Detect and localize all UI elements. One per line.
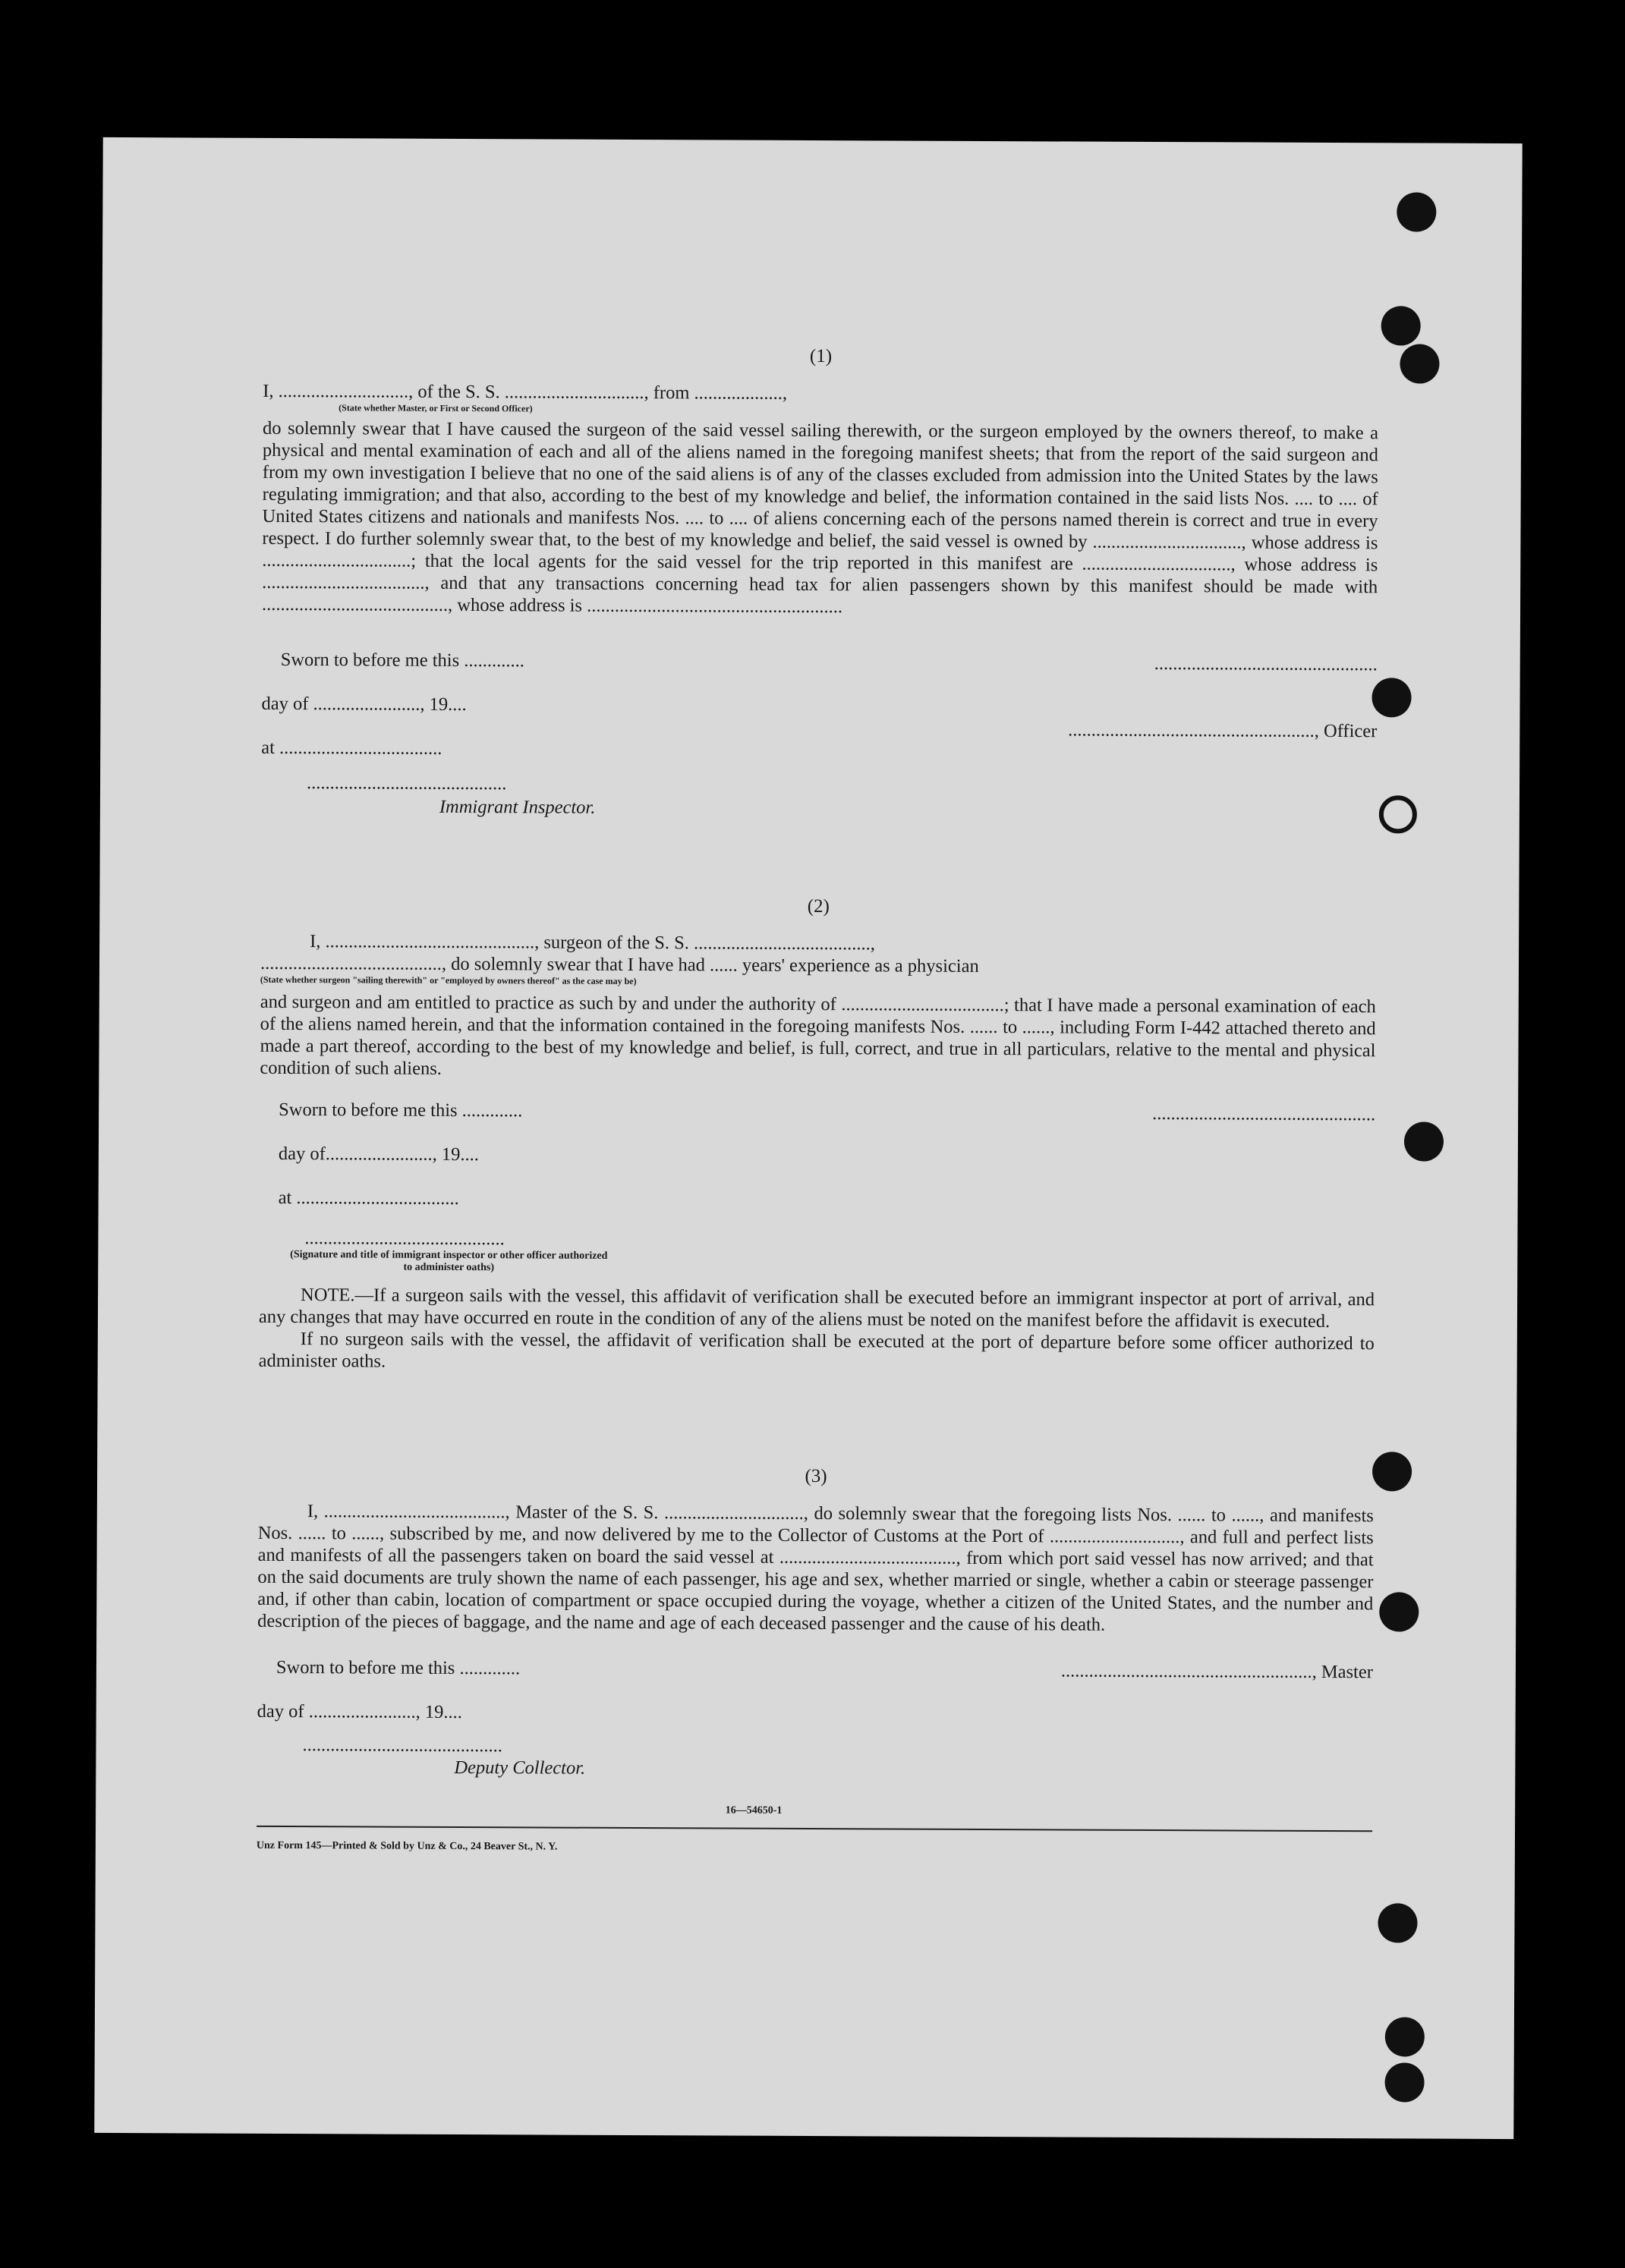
collector-signature-line: ........................................... <box>302 1735 502 1757</box>
signature-block <box>257 1646 1373 1782</box>
signature-line: ................................................ <box>1154 653 1378 675</box>
master-line: ......................................................, Master <box>1060 1660 1373 1683</box>
form-code: 16—54650-1 <box>725 1804 783 1817</box>
punch-hole <box>1372 1452 1412 1491</box>
surgeon-signature-block <box>889 1090 1375 1278</box>
sworn-line: Sworn to before me this ............. <box>276 1656 521 1679</box>
punch-hole <box>1379 795 1417 833</box>
experience-line: ......................................., do solemnly swear that I have had ...... years' experience as a physician <box>260 952 979 977</box>
signature-line: ................................................ <box>1152 1103 1376 1125</box>
signature-note: (Signature and title of immigrant inspector or other officer authorized to administer oaths) <box>290 1249 608 1274</box>
surgeon-note: (State whether surgeon "sailing therewith" or "employed by owners thereof" as the case may be) <box>260 974 637 987</box>
affidavit-body: and surgeon and am entitled to practice as such by and under the authority of ...................................; that I have made a personal examination of each of the aliens named herein, and that the information contained in the foregoing manifests Nos. ...... to ......, including Form I-442 attached thereto and made a part thereof, according to the best of my knowledge and belief, is full, correct, and true in all particulars, relative to the mental and physical condition of such aliens. <box>260 991 1376 1079</box>
surgeon-line: I, ............................................., surgeon of the S. S. ......................................, <box>310 931 875 955</box>
officer-block <box>891 640 1378 822</box>
form-content <box>257 343 1379 1861</box>
affidavit-body: do solemnly swear that I have caused the surgeon of the said vessel sailing therewith, or the surgeon employed by the owners thereof, to make a physical and mental examination of each and all of the aliens named in the foregoing manifest sheets; that from the report of the said surgeon and from my own investigation I believe that no one of the said aliens is of any of the classes excluded from admission into the United States by the laws regulating immigration; and that also, according to the best of my knowledge and belief, the information contained in the said lists Nos. .... to .... of United States citizens and nationals and manifests Nos. .... to .... of aliens concerning each of the persons named therein is correct and true in every respect. I do further solemnly swear that, to the best of my knowledge and belief, the said vessel is owned by ................................, whose address is ................................; that the local agents for the said vessel for the trip reported in this manifest are ................................, whose address is ..................................., and that any transactions concerning head tax for alien passengers shown by this manifest should be made with ........................................, whose address is ....................................................... <box>262 417 1379 618</box>
affidavit-delivery-section <box>257 1463 1374 1782</box>
section-number: (2) <box>807 895 830 917</box>
section-number: (3) <box>805 1465 827 1487</box>
affidavit-surgeon-section <box>259 893 1377 1376</box>
document-page <box>94 137 1522 2139</box>
affiant-note: (State whether Master, or First or Second Officer) <box>339 402 533 414</box>
punch-hole <box>1384 2062 1424 2102</box>
day-line: day of......................., 19.... <box>278 1143 480 1165</box>
note-paragraph: NOTE.—If a surgeon sails with the vessel, this affidavit of verification shall be executed before an immigrant inspector at port of arrival, and any changes that may have occurred en route in the condition of any of the aliens must be noted on the manifest before the affidavit is executed. <box>258 1285 1375 1332</box>
punch-hole <box>1379 1592 1419 1631</box>
footer-rule <box>257 1826 1372 1832</box>
section-number: (1) <box>809 345 833 367</box>
affidavit-master-section <box>261 343 1379 822</box>
punch-hole <box>1371 678 1411 717</box>
sworn-line: Sworn to before me this ............. <box>279 1099 523 1121</box>
inspector-signature-line: ........................................... <box>304 1228 505 1250</box>
day-line: day of ......................., 19.... <box>257 1700 462 1723</box>
officer-line: ....................................................., Officer <box>1068 719 1378 742</box>
punch-hole <box>1397 192 1436 231</box>
punch-hole <box>1400 344 1439 383</box>
note-paragraph: If no surgeon sails with the vessel, the affidavit of verification shall be executed at the port of departure before some officer authorized to administer oaths. <box>258 1329 1375 1372</box>
affidavit-body: I, ......................................., Master of the S. S. .............................., do solemnly swear that the foregoing lists Nos. ...... to ......, and manifests Nos. ...... to ......, subscribed by me, and now delivered by me to the Collector of Customs at the Port of ............................, and full and perfect lists and manifests of all the passengers taken on board the said vessel at ......................................, from which port said vessel has now arrived; and that on the said documents are truly shown the name of each passenger, his age and sex, whether married or single, whether a cabin or steerage passenger and, if other than cabin, location of compartment or space occupied during the voyage, whether a citizen of the United States, and the number and description of the pieces of baggage, and the name and age of each deceased passenger and the cause of his death. <box>257 1501 1374 1635</box>
punch-hole <box>1381 306 1421 345</box>
collector-title: Deputy Collector. <box>454 1757 586 1779</box>
punch-hole <box>1404 1121 1444 1161</box>
at-line: at ................................... <box>261 737 442 759</box>
inspector-signature-line: ........................................... <box>306 772 507 794</box>
signature-block <box>261 638 1378 822</box>
sworn-block <box>261 638 657 819</box>
master-block <box>887 1648 1373 1782</box>
sworn-line: Sworn to before me this ............. <box>280 649 524 672</box>
printer-credit: Unz Form 145—Printed & Sold by Unz & Co., 24 Beaver St., N. Y. <box>256 1839 558 1853</box>
sworn-block <box>259 1088 654 1275</box>
signature-block <box>259 1088 1375 1278</box>
day-line: day of ......................., 19.... <box>261 693 467 716</box>
affiant-line: I, ............................, of the S. S. .............................., from ..................., <box>263 380 788 404</box>
sworn-block <box>257 1646 652 1779</box>
punch-hole <box>1385 2017 1425 2056</box>
punch-hole <box>1378 1903 1417 1942</box>
inspector-title: Immigrant Inspector. <box>439 796 596 818</box>
at-line: at ................................... <box>278 1187 459 1209</box>
